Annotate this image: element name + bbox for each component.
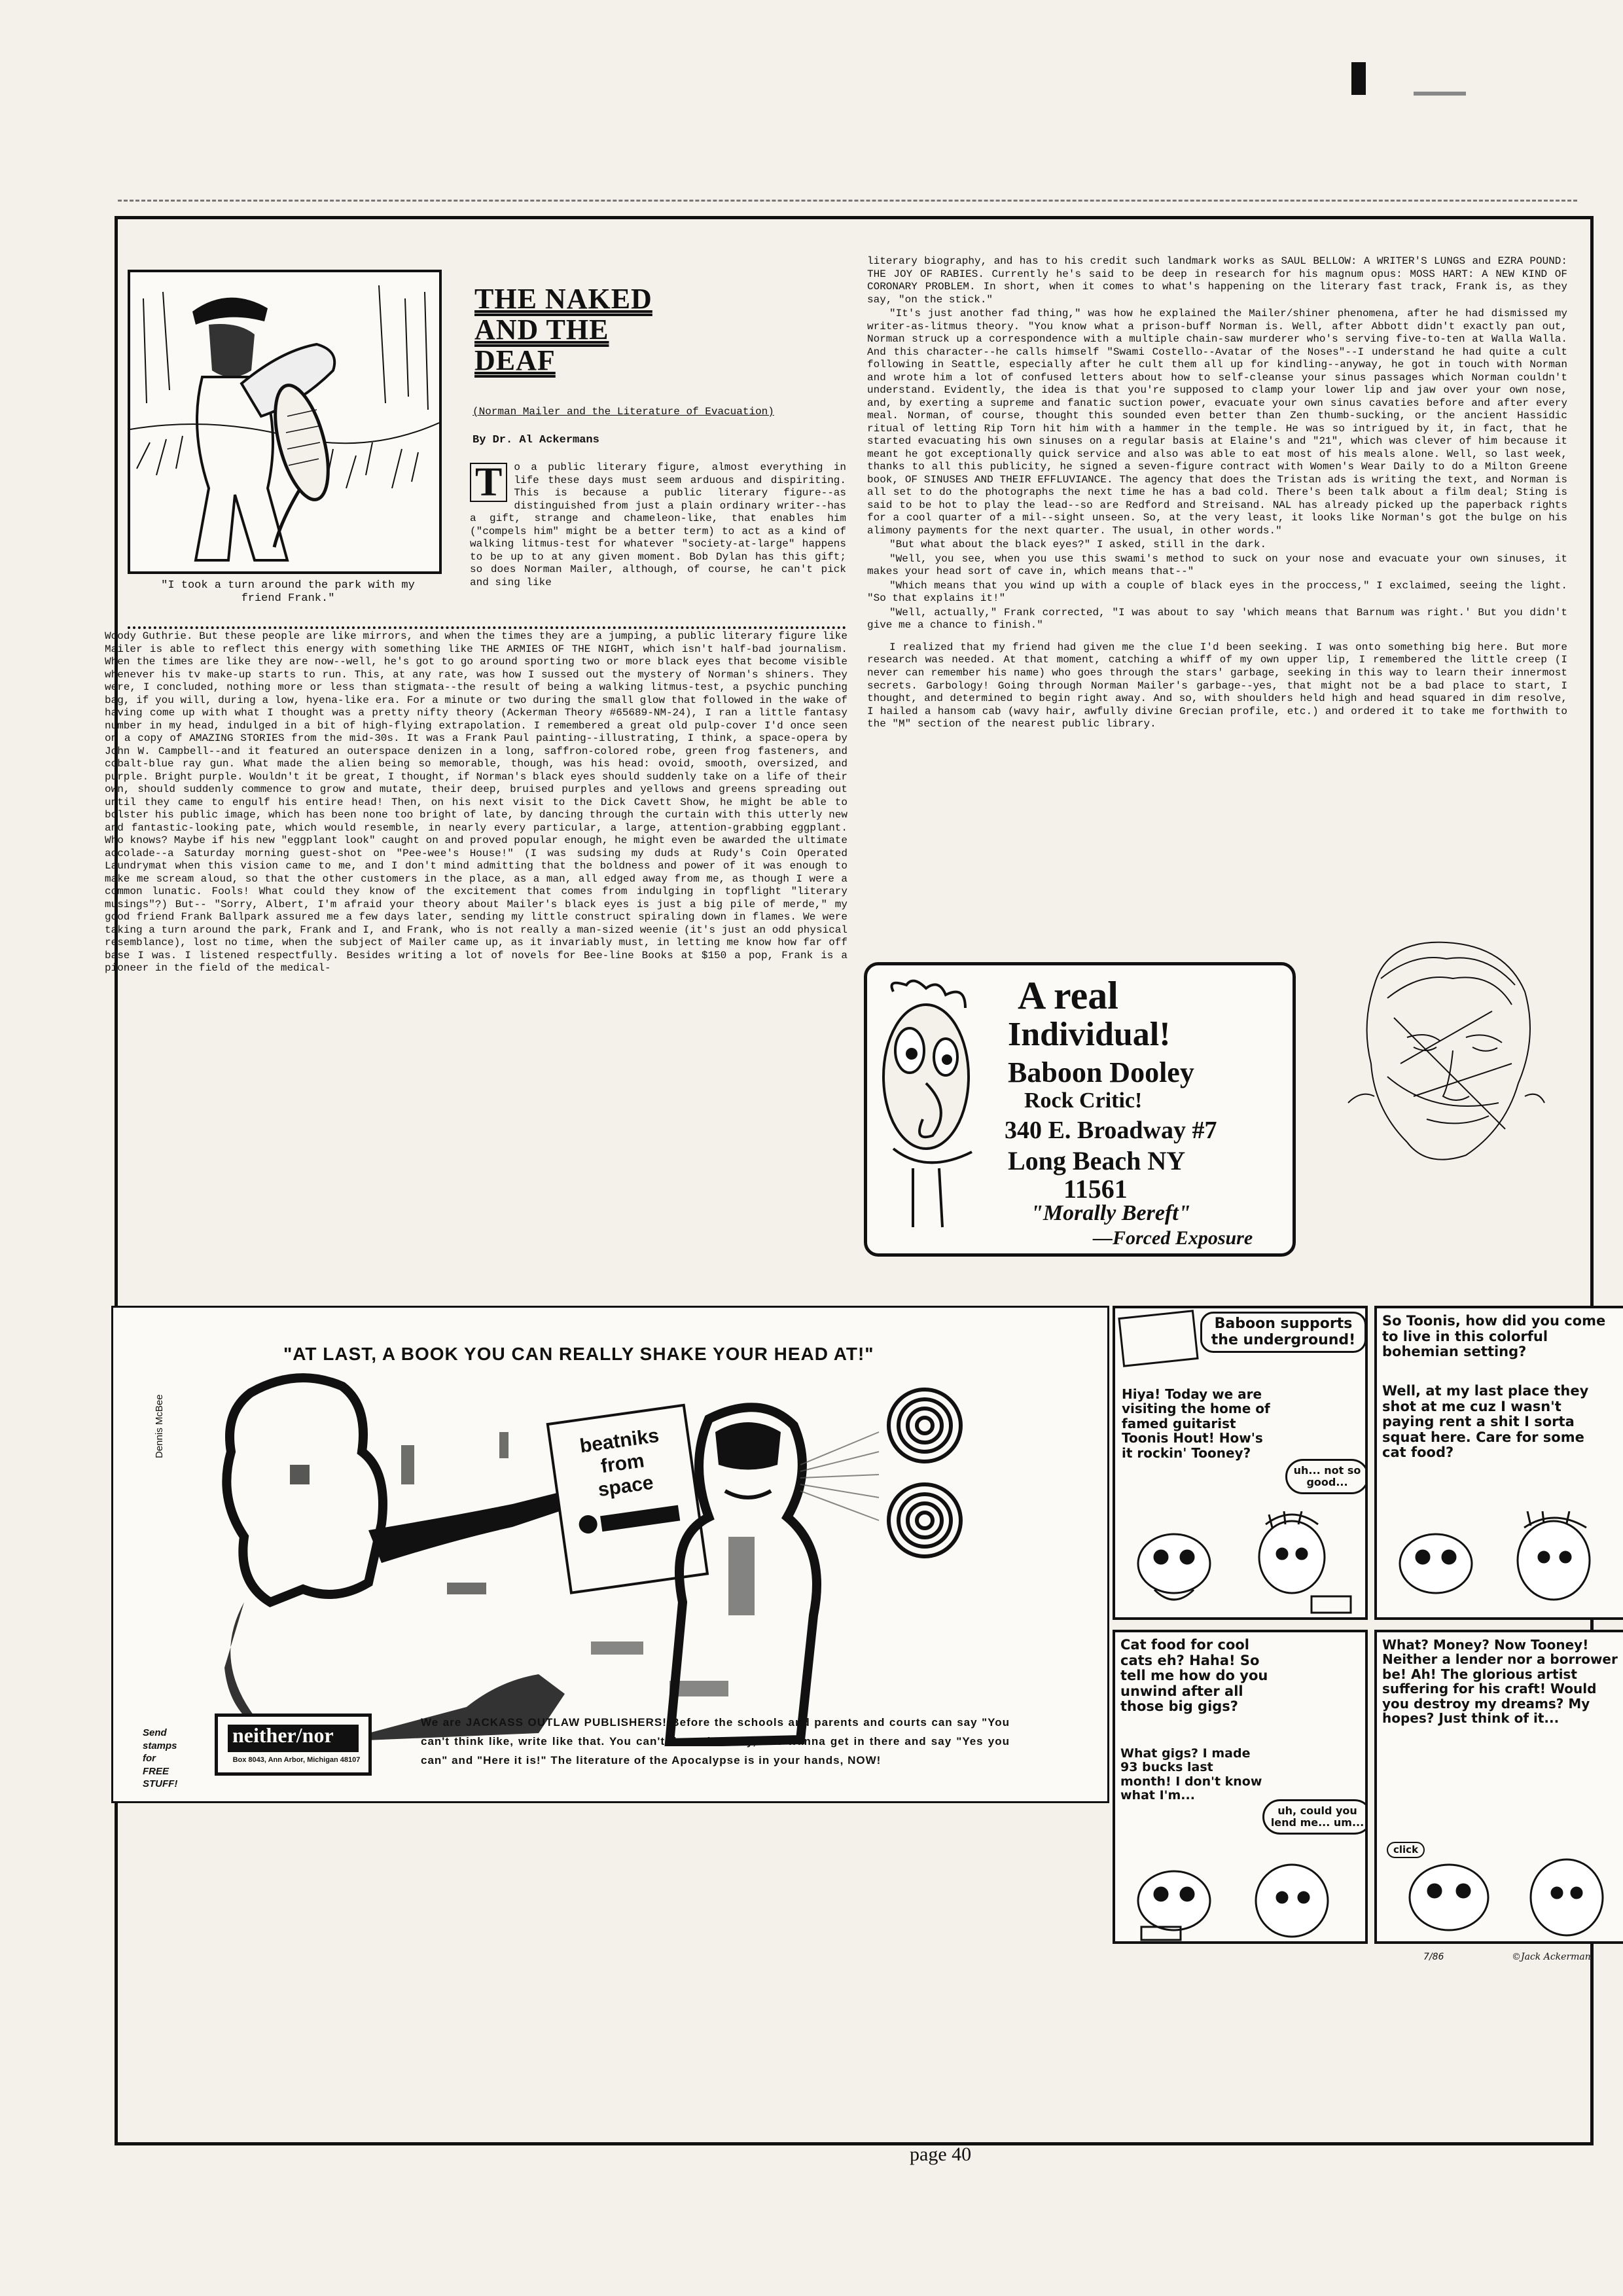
comic-2-speech: So Toonis, how did you come to live in this colorful bohemian setting?: [1382, 1313, 1606, 1360]
ad-line-2: Individual!: [1008, 1016, 1171, 1053]
book-ad-headline: "AT LAST, A BOOK YOU CAN REALLY SHAKE YOUR HEAD AT!": [283, 1344, 874, 1364]
article-title-line-3: DEAF: [474, 344, 556, 376]
article-title-line-1: THE NAKED: [474, 283, 652, 315]
comic-logo: [1118, 1310, 1198, 1367]
ad-line-1: A real: [1018, 974, 1118, 1017]
send-line-1: Send: [143, 1727, 167, 1738]
right-paragraph-7: I realized that my friend had given me the clue I'd been seeking. I was onto something big here. But more research was needed. At that moment, catching a whiff of my own upper lip, I remembered the little creep (I never can remember his name) who goes through the stars' garbage, seeking in this way to learn their innermost secrets. Garbology! Going through Norman Mailer's garbage--yes, that might not be a bad place to start, I thought, and determined to begin right away. And so, with shoulders held high and head squared in dim resolve, I hailed a hansom cab (wavy hair, awfully divine Grecian profile, etc.) and ordered it to take me forthwith to the "M" section of the nearest public library.: [867, 641, 1567, 730]
book-title-line-1: beatniks: [578, 1424, 660, 1458]
book-title-line-2: from: [599, 1450, 646, 1478]
article-subtitle: (Norman Mailer and the Literature of Evacuation): [473, 406, 774, 418]
comic-1-reply: uh... not so good...: [1285, 1459, 1368, 1494]
send-stamps-text: [143, 1727, 177, 1791]
comic-3-speech: Cat food for cool cats eh? Haha! So tell me how do you unwind after all those big gigs?: [1120, 1637, 1268, 1715]
comic-2-characters: [1377, 1511, 1623, 1617]
baboon-dooley-ad: [864, 962, 1296, 1257]
comic-3-reply: What gigs? I made 93 bucks last month! I don't know what I'm...: [1120, 1746, 1262, 1803]
cartoon-face-icon: [874, 978, 1005, 1240]
intro-text: o a public literary figure, almost everything in life these days must seem arduous and dispiriting. This is because a public literary figure--as distinguished from just a plain ordinary writer--has a gift, strange and chameleon-like, that enables him ("compels him" might be a better term) to act as a kind of walking litmus-test for whatever "society-at-large" happens to be up to at any given moment. Bob Dylan has this gift; so does Norman Mailer, although, of course, he can't pick and sing like: [470, 461, 846, 588]
article-illustration: [128, 270, 442, 574]
book-title-line-3: space: [596, 1471, 655, 1501]
comic-1-banner: Baboon supports the underground!: [1200, 1312, 1366, 1353]
ad-line-6: Long Beach NY: [1008, 1146, 1186, 1175]
comic-panel-2: [1374, 1306, 1623, 1620]
send-line-2: stamps: [143, 1740, 177, 1751]
send-line-5: STUFF!: [143, 1778, 178, 1789]
send-line-3: for: [143, 1753, 156, 1764]
comic-signature: ©Jack Ackerman: [1512, 1952, 1591, 1962]
ad-line-5: 340 E. Broadway #7: [1005, 1117, 1217, 1144]
page-number: page 40: [910, 2144, 972, 2165]
scan-mark-line: [1414, 92, 1466, 96]
illustrator-credit: Dennis McBee: [154, 1394, 165, 1458]
comic-4-characters: [1377, 1848, 1623, 1941]
send-line-4: FREE: [143, 1765, 169, 1777]
comic-panel-4: [1374, 1630, 1623, 1944]
portrait-sketch: [1335, 933, 1551, 1181]
section-divider: [128, 626, 846, 629]
right-paragraph-6: "Well, actually," Frank corrected, "I was about to say 'which means that Barnum was right.' But you didn't give me a chance to finish.": [867, 606, 1567, 632]
publisher-pitch: We are JACKASS OUTLAW PUBLISHERS! Before the schools and parents and courts can say "You can't think like, write like that. You can't draw that way," we wanna get in there and say "Yes you can" and "Here it is!" The literature of the Apocalypse is in your hands, NOW!: [421, 1716, 1010, 1767]
scan-mark-bar: [1351, 62, 1366, 95]
comic-date: 7/86: [1423, 1952, 1444, 1962]
article-byline: By Dr. Al Ackermans: [473, 434, 599, 446]
comic-panel-3: [1113, 1630, 1368, 1944]
article-body-right: [867, 255, 1567, 732]
right-paragraph-1: literary biography, and has to his credit such landmark works as SAUL BELLOW: A WRITER'S LUNGS and EZRA POUND: THE JOY OF RABIES. Currently he's said to be deep in research for his magnum opus: MOSS HART: A NEW KIND OF CORONARY PROBLEM. In short, when it comes to what's happening on the literary fast track, Frank is, as they say, "on the stick.": [867, 255, 1567, 306]
right-paragraph-3: "But what about the black eyes?" I asked, still in the dark.: [889, 539, 1267, 551]
article-title-line-2: AND THE: [474, 314, 609, 346]
comic-4-sfx: click: [1387, 1842, 1425, 1858]
comic-2-reply: Well, at my last place they shot at me cuz I wasn't paying rent a shit I sorta squat here. Care for some cat food?: [1382, 1383, 1589, 1461]
drop-cap: T: [470, 463, 507, 502]
publisher-address: Box 8043, Ann Arbor, Michigan 48107: [232, 1756, 361, 1764]
comic-3-aside: uh, could you lend me... um...: [1262, 1799, 1368, 1835]
comic-3-characters: [1115, 1855, 1365, 1941]
ad-line-3: Baboon Dooley: [1008, 1056, 1194, 1088]
ad-line-4: Rock Critic!: [1024, 1088, 1143, 1113]
ad-line-9: —Forced Exposure: [1093, 1227, 1253, 1249]
right-paragraph-2: "It's just another fad thing," was how he explained the Mailer/shiner phenomena, after he had dismissed my writer-as-litmus theory. "You know what a prison-buff Norman is. Well, after Abbott didn't exactly pan out, Norman struck up a correspondence with a multiple chain-saw murderer who's serving five-to-ten at Walla Walla. And this character--he calls himself "Swami Costello--Avatar of the Noses"--I understand he had quite a cult following in Seattle, especially after he cult them all up for kindling--anyway, he got in touch with Norman and wrote him a lot of confused letters about how to self-cleanse your sinus passages which Norman couldn't understand. Evidently, the idea is that you're supposed to clamp your lower lip and jaw over your own nose, and, by exerting a supreme and fanatic suction power, evacuate your own sinus cavaties before and after every meal. Norman, of course, thought this sounded even better than Zen thumb-sucking, or the ancient Hassidic ritual of letting Rip Torn hit him with a hammer in the temple. He was so intrigued by it, in fact, that he started evacuating his own sinuses on a regular basis at Elaine's and "21", which was clever of him because it meant he got exceptionally quick service and also was able to eat most of his meals alone. Well, so last week, thanks to all this publicity, he signed a seven-figure contract with Women's Wear Daily to do a Milton Greene book, OF SINUSES AND THEIR EFFLUVIANCE. The agency that does the Tristan ads is writing the text, and Norman is all set to do the photographs the next time he has a bad cold. There's been talk about a film deal; Sting is said to be hot to play the lead--so are Redford and Streisand. NAL has already picked up the paperback rights for a cool quarter of a mil--sight unseen. So, at the very least, it looks like Norman's got the bulge on his alimony payments for the next quarter. The usual, in other words.": [867, 308, 1567, 537]
ad-line-8: "Morally Bereft": [1031, 1201, 1191, 1225]
comic-1-speech: Hiya! Today we are visiting the home of famed guitarist Toonis Hout! How's it rockin' Tooney?: [1122, 1386, 1270, 1461]
publisher-logo-name: neither/nor: [232, 1723, 334, 1747]
comic-1-characters: [1115, 1511, 1365, 1617]
illustration-caption: "I took a turn around the park with my friend Frank.": [161, 579, 415, 605]
body-text: Woody Guthrie. But these people are like mirrors, and when the times they are a jumping, a public literary figure like Mailer is able to reflect this energy with something like THE ARMIES OF THE NIGHT, which isn't half-bad journalism. When the times are like they are now--well, he's got to go around sporting two or more black eyes that become visible whenever his tv make-up starts to run. This, at any rate, was how I sussed out the mystery of Norman's shiners. They were, I concluded, nothing more or less than stigmata--the result of being a walking litmus-test, a psychic punching bag, if you will, during a low, hyena-like era. For a minute or two during the small glow that followed in the wake of having come up with what I thought was a pretty nifty theory (Ackerman Theory #65689-NM-24), I ran a little fantasy number in my head, indulged in a bit of high-flying extrapolation. I remembered a great old pulp-cover I'd once seen on a copy of AMAZING STORIES from the mid-30s. It was a Frank Paul painting--illustrating, I think, a space-opera by John W. Campbell--and it featured an outerspace denizen in a long, saffron-colored robe, green frog fasteners, and cobalt-blue ray gun. What made the alien being so memorable, though, was his head: ovoid, smooth, oversized, and purple. Bright purple. Wouldn't it be great, I thought, if Norman's black eyes should suddenly take on a life of their own, should suddenly commence to grow and mutate, their deep, bruised purples and yellows and greens spreading out until they came to engulf his entire head! Then, on his next visit to the Dick Cavett Show, he might be able to bolster his public image, which has been none too bright of late, by dancing through the curtain with this utterly new and fantastic-looking pate, which would resemble, in nearly every particular, a large, attention-grabbing eggplant. Who knows? Maybe if his new "eggplant look" caught on and proved popular enough, he might even be awarded the ultimate accolade--a Saturday morning guest-shot on "Pee-wee's House!" (I was sudsing my duds at Rudy's Coin Operated Laundrymat when this vision came to me, and I don't mind admitting that the boldness and power of it was enough to make me scream aloud, so that the other customers in the place, as a man, all edged away from me, as though I were a common lunatic. Fools! What could they know of the excitement that comes from indulging in topflight "literary musings"?) But-- "Sorry, Albert, I'm afraid your theory about Mailer's black eyes is just a big pile of merde," my good friend Frank Ballpark assured me a few days later, sending my little construct spiraling down in flames. We were taking a turn around the park, Frank and I, and Frank, who is not really a man-sized weenie (it's just an odd physical resemblance), lost no time, when the subject of Mailer came up, as it invariably must, in letting me know how far off base I was. I listened respectfully. Besides writing a lot of novels for Bee-line Books at $150 a pop, Frank is a pioneer in the field of the medical-: [105, 630, 847, 975]
comic-panel-1: [1113, 1306, 1368, 1620]
man-with-club-drawing: [130, 272, 439, 571]
article-body-left: [105, 630, 847, 977]
article-intro: [470, 461, 846, 589]
right-paragraph-5: "Which means that you wind up with a couple of black eyes in the proccess," I exclaimed, seeing the light. "So that explains it!": [867, 579, 1567, 605]
dashed-rule: [118, 200, 1577, 202]
right-paragraph-4: "Well, you see, when you use this swami's method to suck on your nose and evacuate your own sinuses, it makes your head sort of cave in, which means that--": [867, 552, 1567, 578]
book-ad-image: [172, 1367, 993, 1746]
publisher-logo: [215, 1713, 372, 1776]
ad-line-7: 11561: [1063, 1174, 1128, 1204]
book-ad: [111, 1306, 1109, 1803]
beatnik-photo: [172, 1367, 993, 1746]
comic-4-speech: What? Money? Now Tooney! Neither a lender nor a borrower be! Ah! The glorious artist suffering for his craft! Would you destroy my dreams? My hopes? Just think of it...: [1382, 1637, 1618, 1726]
